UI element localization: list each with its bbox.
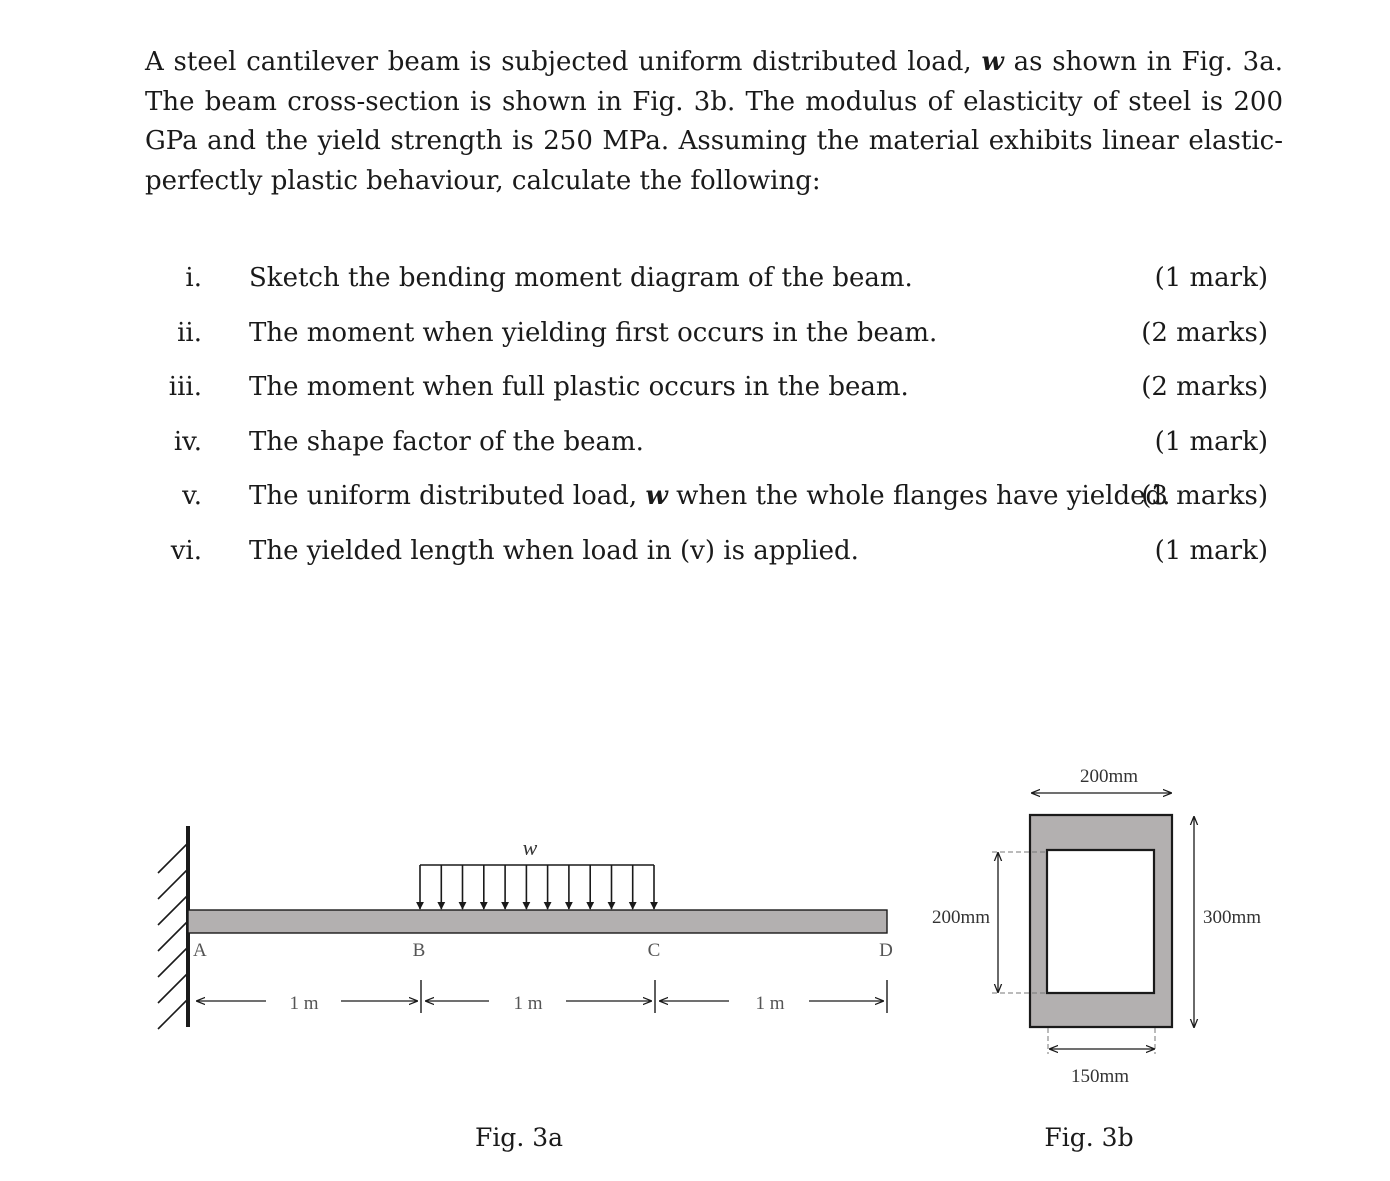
question-marks: (2 marks) xyxy=(1141,372,1268,402)
figure-caption-3b: Fig. 3b xyxy=(1044,1123,1134,1152)
question-marks: (1 mark) xyxy=(1154,427,1268,457)
question-text-a: The uniform distributed load, xyxy=(249,481,646,511)
outer-height-label: 300mm xyxy=(1203,907,1262,928)
distributed-load xyxy=(420,835,654,909)
span-label-ab: 1 m xyxy=(289,993,319,1014)
question-number: ii. xyxy=(177,318,202,348)
question-marks: (1 mark) xyxy=(1154,536,1268,566)
intro-part1: A steel cantilever beam is subjected uniform distributed load, xyxy=(145,47,982,77)
point-label-c: C xyxy=(647,940,661,961)
question-marks: (1 mark) xyxy=(1154,263,1268,293)
load-symbol-w: w xyxy=(981,47,1004,77)
figure-caption-3a: Fig. 3a xyxy=(474,1123,564,1152)
question-number: iii. xyxy=(168,372,202,402)
question-text: The yielded length when load in (v) is applied. xyxy=(249,536,859,566)
fig-3b-cross-section xyxy=(932,766,1261,1152)
inner-height-label: 200mm xyxy=(931,907,990,928)
question-marks: (2 marks) xyxy=(1141,318,1268,348)
point-label-a: A xyxy=(193,940,207,961)
beam xyxy=(188,910,887,933)
question-number: vi. xyxy=(170,536,202,566)
fixed-support-hatching xyxy=(158,843,188,1029)
question-text-b: when the whole flanges have yielded. xyxy=(667,481,1171,511)
question-text: Sketch the bending moment diagram of the beam. xyxy=(249,263,913,293)
load-label-w: w xyxy=(522,835,538,860)
span-label-cd: 1 m xyxy=(755,993,785,1014)
question-text: The shape factor of the beam. xyxy=(249,427,644,457)
question-marks: (3 marks) xyxy=(1141,481,1268,511)
question-number: i. xyxy=(185,263,202,293)
intro-part2: as shown in Fig. 3a. The beam cross-section is shown in Fig. 3b. The modulus of elasticity of steel is 200 GPa and the yield strength is 250 MPa. Assuming the material exhibits linear elastic-perfectly plastic behaviour, calculate the following: xyxy=(145,47,1283,196)
question-text: The moment when yielding first occurs in the beam. xyxy=(249,318,938,348)
fig-3a-cantilever xyxy=(158,826,893,1152)
outer-width-label: 200mm xyxy=(1079,766,1139,787)
question-number: iv. xyxy=(173,427,202,457)
point-label-d: D xyxy=(879,940,893,961)
hollow-box-section xyxy=(1030,815,1172,1027)
question-number: v. xyxy=(182,481,202,511)
point-label-b: B xyxy=(412,940,426,961)
span-label-bc: 1 m xyxy=(513,993,543,1014)
question-text: The moment when full plastic occurs in the beam. xyxy=(249,372,909,402)
inner-width-label: 150mm xyxy=(1070,1066,1130,1087)
load-symbol-w: w xyxy=(645,481,668,511)
